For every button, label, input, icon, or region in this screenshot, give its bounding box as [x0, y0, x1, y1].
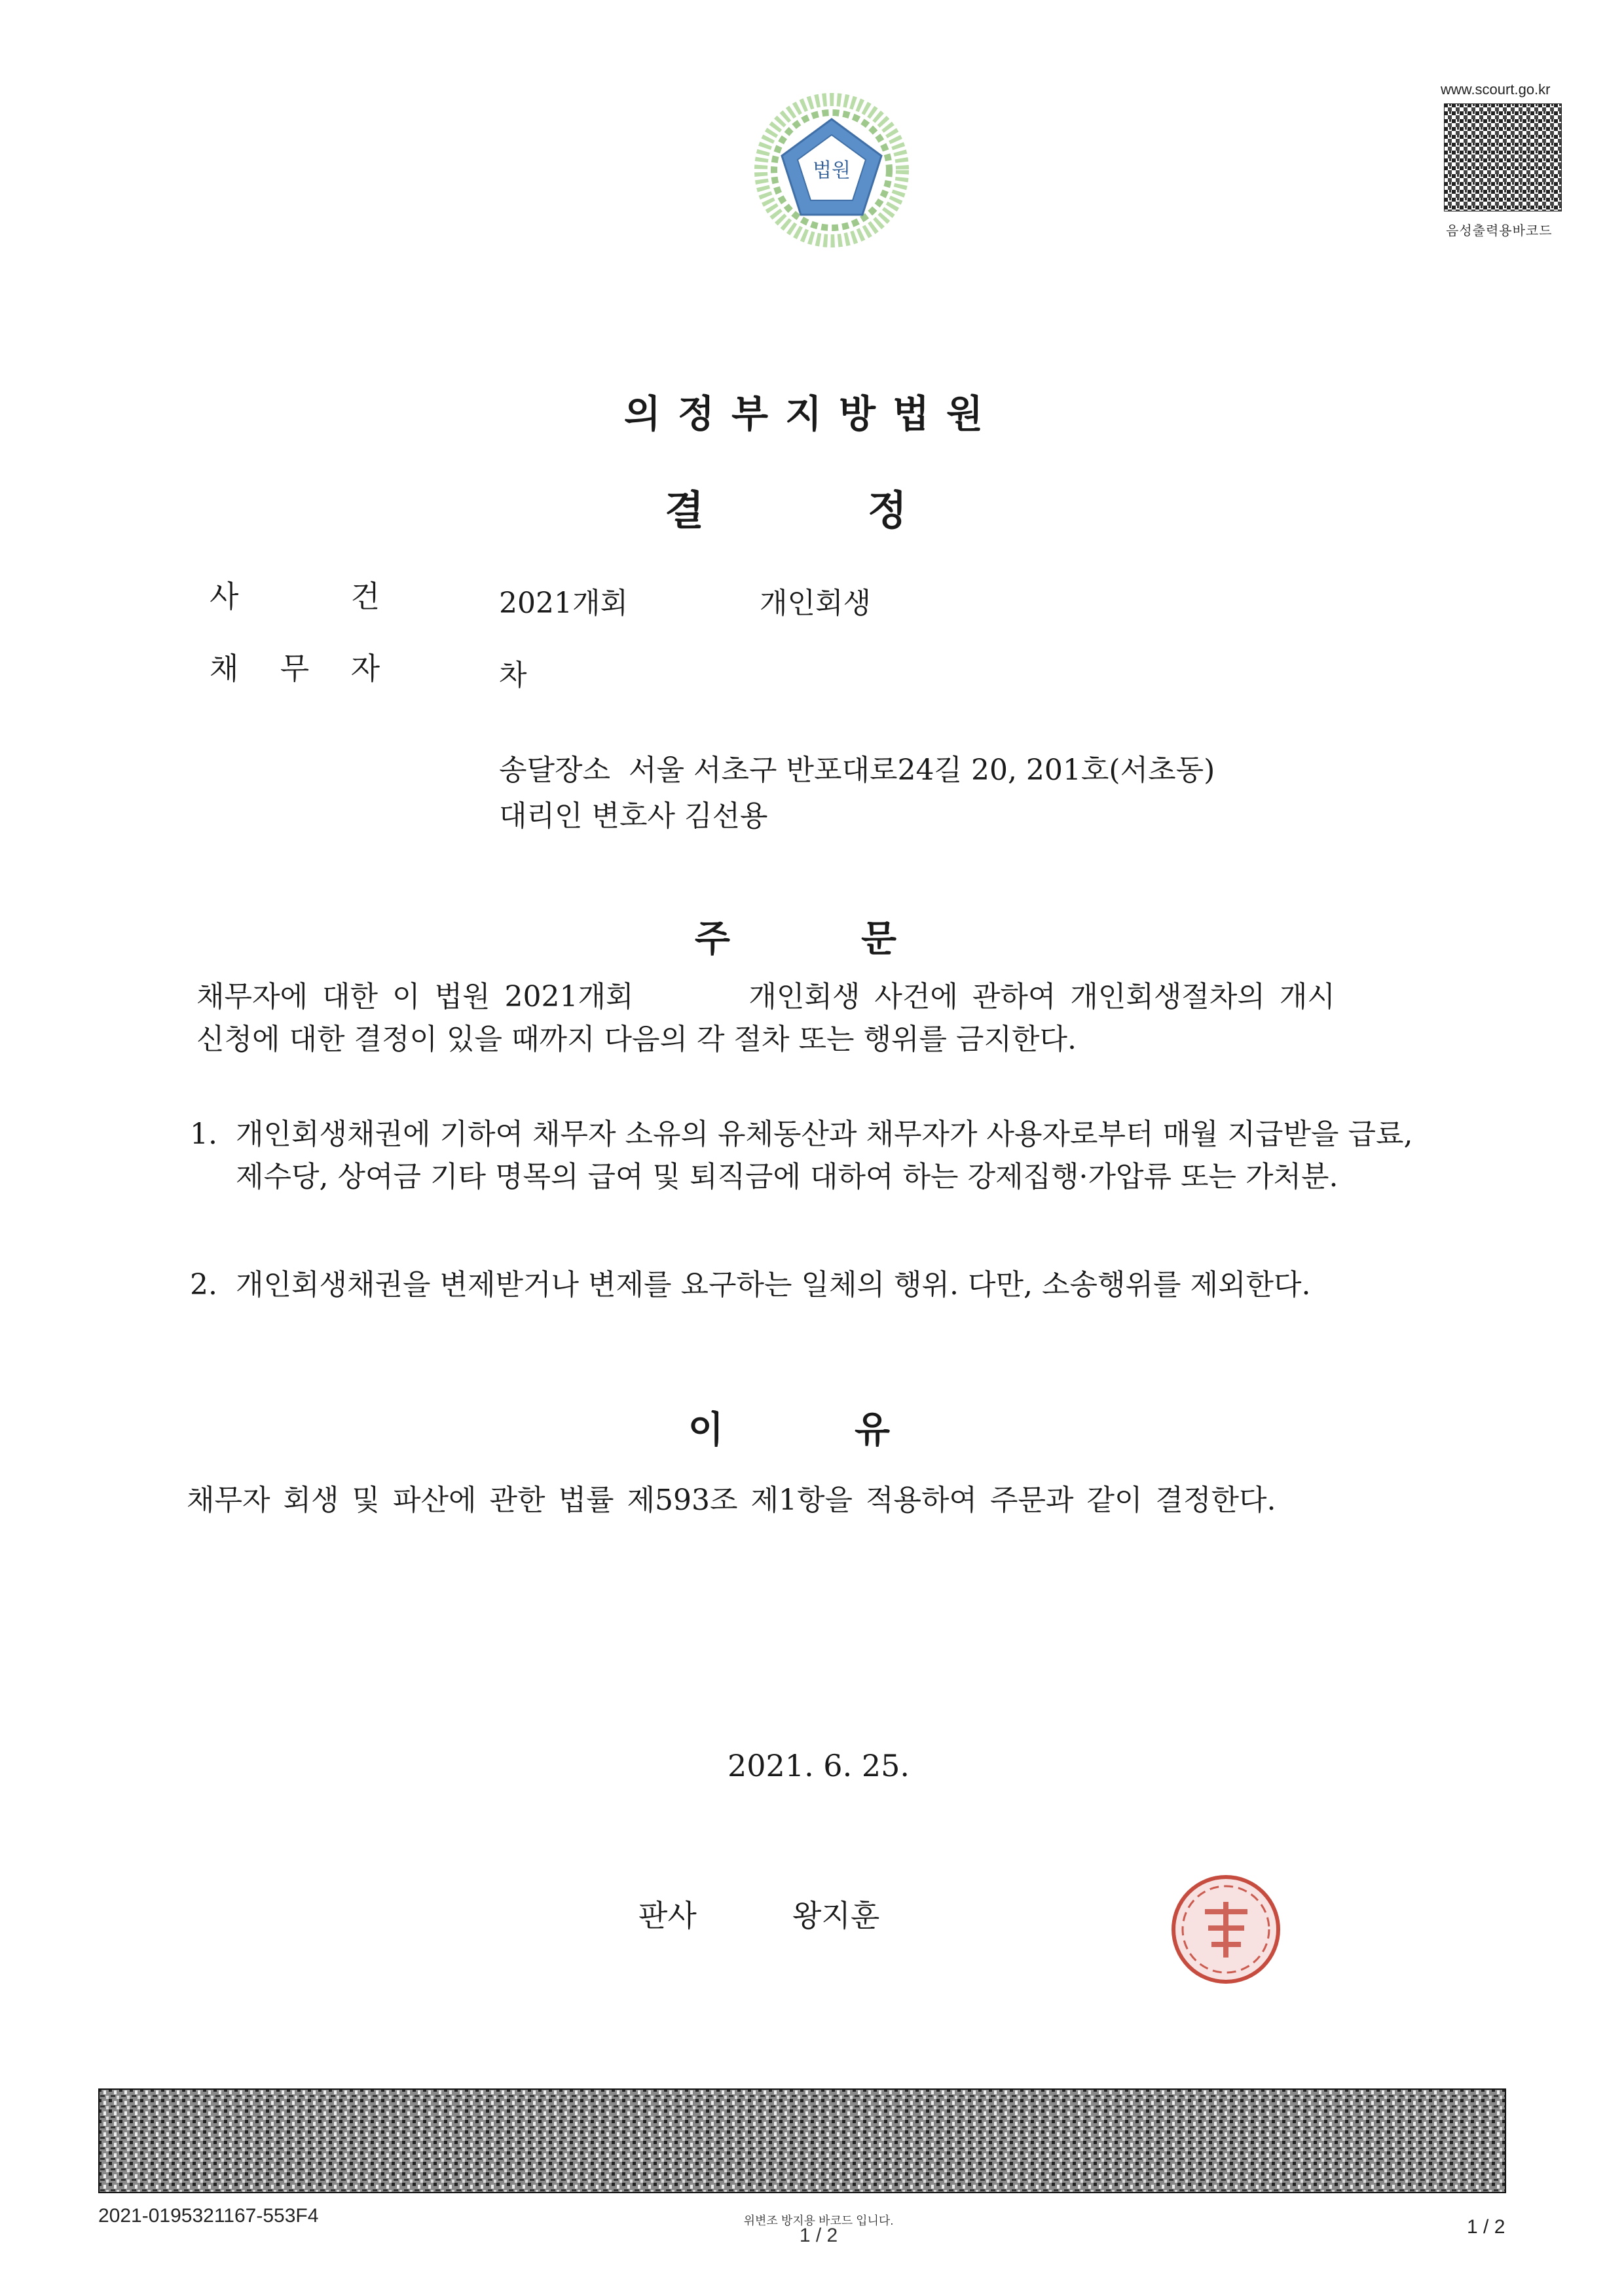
case-label-char: 사: [210, 579, 239, 614]
service-address: 송달장소 서울 서초구 반포대로24길 20, 201호(서초동): [499, 754, 1215, 787]
court-emblem-logo: [753, 92, 910, 249]
order-body-line: 채무자에 대한 이 법원 2021개회 개인회생 사건에 관하여 개인회생절차의 개시: [196, 980, 1335, 1013]
debtor-label-char: 채: [210, 651, 239, 686]
agent: 대리인 변호사 김선용: [499, 799, 768, 833]
qr-code-icon: [1444, 103, 1562, 211]
order-item-text: 개인회생채권에 기하여 채무자 소유의 유체동산과 채무자가 사용자로부터 매월 지급받을 급료, 제수당, 상여금 기타 명목의 급여 및 퇴직금에 대하여 하는 강제집행·가압류 또는 가처분.: [236, 1118, 1413, 1194]
judge-name: 왕지훈: [792, 1898, 880, 1933]
order-body: [196, 975, 1441, 1061]
order-item: [190, 1113, 1447, 1198]
judge-title: 판사: [638, 1898, 697, 1933]
case-number: 2021개회: [499, 587, 628, 620]
qr-url: www.scourt.go.kr: [1441, 81, 1551, 98]
document-id: 2021-0195321167-553F4: [98, 2205, 319, 2227]
reason-body: 채무자 회생 및 파산에 관한 법률 제593조 제1항을 적용하여 주문과 같이 결정한다.: [187, 1484, 1276, 1517]
case-type: 개인회생: [760, 587, 872, 620]
debtor-label-char: 자: [350, 651, 380, 686]
order-title: 주문: [694, 917, 1028, 960]
case-label: [210, 573, 380, 616]
order-item-text: 개인회생채권을 변제받거나 변제를 요구하는 일체의 행위. 다만, 소송행위를 제외한다.: [236, 1268, 1311, 1302]
debtor-label: [210, 645, 380, 688]
judge-seal-stamp: [1169, 1872, 1283, 1987]
page-number-center: 1 / 2: [799, 2225, 838, 2246]
anti-forgery-barcode: [98, 2088, 1506, 2193]
order-item-number: 2.: [190, 1268, 217, 1302]
case-label-char: 건: [350, 579, 380, 614]
page-number-right: 1 / 2: [1467, 2216, 1505, 2238]
anti-forgery-caption: 위변조 방지용 바코드 입니다.: [743, 2214, 894, 2227]
decision-date: 2021. 6. 25.: [728, 1748, 910, 1783]
emblem-text: 법원: [813, 159, 851, 182]
reason-title: 이유: [688, 1408, 1022, 1451]
debtor-label-char: 무: [280, 651, 310, 686]
debtor-name: 차: [499, 659, 527, 692]
order-item: [190, 1264, 1447, 1306]
qr-caption: 음성출력용바코드: [1446, 224, 1553, 238]
order-item-number: 1.: [190, 1118, 217, 1151]
document-title: 결정: [665, 486, 1071, 534]
order-body-line: 신청에 대한 결정이 있을 때까지 다음의 각 절차 또는 행위를 금지한다.: [196, 1023, 1077, 1056]
court-name: 의정부지방법원: [623, 392, 1001, 436]
